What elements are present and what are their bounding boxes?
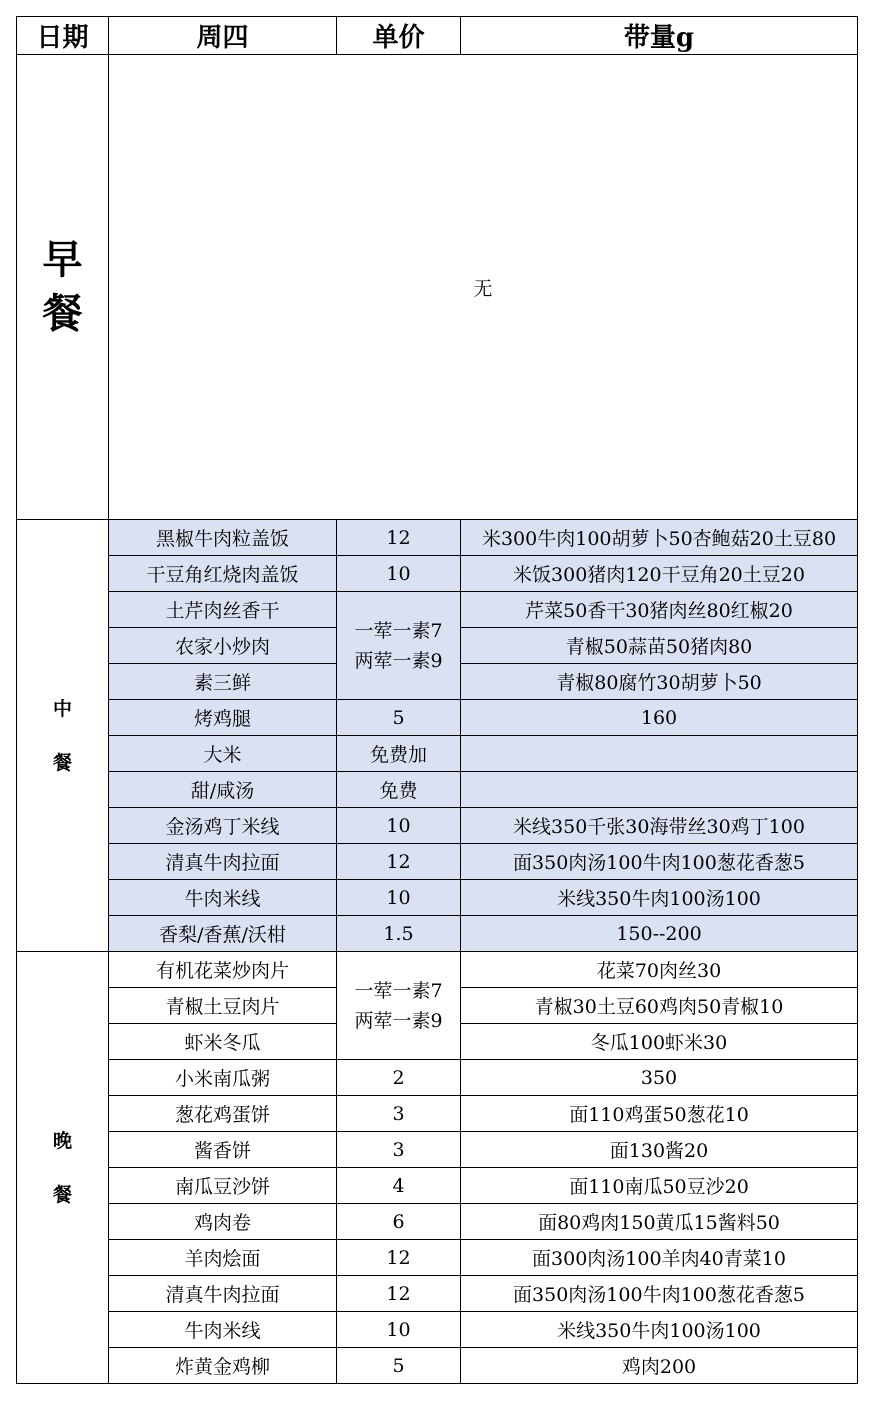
meal-label-dinner: 晚 餐 (17, 952, 109, 1384)
dish-name: 南瓜豆沙饼 (109, 1168, 337, 1204)
dish-price: 12 (337, 1276, 461, 1312)
dish-amount: 米线350牛肉100汤100 (461, 1312, 858, 1348)
dish-amount: 面110南瓜50豆沙20 (461, 1168, 858, 1204)
dish-price: 12 (337, 1240, 461, 1276)
dish-amount: 160 (461, 700, 858, 736)
menu-table (16, 16, 858, 1384)
dish-amount: 冬瓜100虾米30 (461, 1024, 858, 1060)
table-row (17, 772, 858, 808)
dish-name: 小米南瓜粥 (109, 1060, 337, 1096)
table-row (17, 916, 858, 952)
dish-name: 烤鸡腿 (109, 700, 337, 736)
breakfast-content: 无 (109, 55, 858, 520)
dish-amount: 花菜70肉丝30 (461, 952, 858, 988)
dish-amount: 米线350千张30海带丝30鸡丁100 (461, 808, 858, 844)
dish-price: 4 (337, 1168, 461, 1204)
dish-amount (461, 736, 858, 772)
dish-amount: 米300牛肉100胡萝卜50杏鲍菇20土豆80 (461, 520, 858, 556)
dish-price: 3 (337, 1132, 461, 1168)
table-row (17, 1240, 858, 1276)
dish-price: 10 (337, 808, 461, 844)
table-row (17, 1312, 858, 1348)
dish-name: 土芹肉丝香干 (109, 592, 337, 628)
breakfast-row (17, 55, 858, 520)
dish-amount: 面110鸡蛋50葱花10 (461, 1096, 858, 1132)
table-row (17, 880, 858, 916)
table-row (17, 736, 858, 772)
header-amount: 带量g (461, 17, 858, 55)
dish-name: 黑椒牛肉粒盖饭 (109, 520, 337, 556)
table-row (17, 700, 858, 736)
dish-amount: 青椒30土豆60鸡肉50青椒10 (461, 988, 858, 1024)
dish-name: 农家小炒肉 (109, 628, 337, 664)
dish-name: 虾米冬瓜 (109, 1024, 337, 1060)
dish-name: 酱香饼 (109, 1132, 337, 1168)
dish-name: 素三鲜 (109, 664, 337, 700)
dish-price: 10 (337, 880, 461, 916)
dish-name: 牛肉米线 (109, 880, 337, 916)
dish-name: 清真牛肉拉面 (109, 844, 337, 880)
header-row (17, 17, 858, 55)
dish-price: 5 (337, 700, 461, 736)
dish-amount: 米饭300猪肉120干豆角20土豆20 (461, 556, 858, 592)
dish-name: 青椒土豆肉片 (109, 988, 337, 1024)
table-row (17, 1096, 858, 1132)
dish-amount: 面350肉汤100牛肉100葱花香葱5 (461, 844, 858, 880)
dish-amount: 150--200 (461, 916, 858, 952)
table-row (17, 520, 858, 556)
table-row (17, 1168, 858, 1204)
dish-amount: 青椒80腐竹30胡萝卜50 (461, 664, 858, 700)
table-row (17, 1348, 858, 1384)
dish-amount: 青椒50蒜苗50猪肉80 (461, 628, 858, 664)
table-row (17, 1204, 858, 1240)
dish-price: 10 (337, 556, 461, 592)
dish-name: 有机花菜炒肉片 (109, 952, 337, 988)
dish-name: 炸黄金鸡柳 (109, 1348, 337, 1384)
table-row (17, 1276, 858, 1312)
table-row (17, 1060, 858, 1096)
header-date: 日期 (17, 17, 109, 55)
table-row (17, 844, 858, 880)
dish-price: 5 (337, 1348, 461, 1384)
dish-amount: 芹菜50香干30猪肉丝80红椒20 (461, 592, 858, 628)
header-day: 周四 (109, 17, 337, 55)
dish-amount (461, 772, 858, 808)
table-row (17, 1132, 858, 1168)
dish-amount: 面350肉汤100牛肉100葱花香葱5 (461, 1276, 858, 1312)
dish-name: 甜/咸汤 (109, 772, 337, 808)
dish-price: 免费加 (337, 736, 461, 772)
dish-price: 10 (337, 1312, 461, 1348)
dish-price: 2 (337, 1060, 461, 1096)
header-price: 单价 (337, 17, 461, 55)
dish-name: 鸡肉卷 (109, 1204, 337, 1240)
dish-name: 金汤鸡丁米线 (109, 808, 337, 844)
table-row (17, 592, 858, 628)
meal-label-lunch: 中 餐 (17, 520, 109, 952)
table-row (17, 556, 858, 592)
dish-price: 免费 (337, 772, 461, 808)
combo-price-lunch: 一荤一素7 两荤一素9 (337, 592, 461, 700)
dish-amount: 鸡肉200 (461, 1348, 858, 1384)
meal-label-breakfast: 早 餐 (17, 55, 109, 520)
dish-price: 1.5 (337, 916, 461, 952)
dish-price: 6 (337, 1204, 461, 1240)
combo-price-dinner: 一荤一素7 两荤一素9 (337, 952, 461, 1060)
dish-name: 香梨/香蕉/沃柑 (109, 916, 337, 952)
dish-price: 12 (337, 844, 461, 880)
dish-price: 3 (337, 1096, 461, 1132)
dish-amount: 面300肉汤100羊肉40青菜10 (461, 1240, 858, 1276)
dish-amount: 面130酱20 (461, 1132, 858, 1168)
dish-amount: 350 (461, 1060, 858, 1096)
dish-name: 羊肉烩面 (109, 1240, 337, 1276)
dish-name: 清真牛肉拉面 (109, 1276, 337, 1312)
table-row (17, 952, 858, 988)
table-row (17, 808, 858, 844)
dish-amount: 面80鸡肉150黄瓜15酱料50 (461, 1204, 858, 1240)
dish-name: 干豆角红烧肉盖饭 (109, 556, 337, 592)
dish-price: 12 (337, 520, 461, 556)
dish-name: 大米 (109, 736, 337, 772)
dish-name: 葱花鸡蛋饼 (109, 1096, 337, 1132)
dish-amount: 米线350牛肉100汤100 (461, 880, 858, 916)
dish-name: 牛肉米线 (109, 1312, 337, 1348)
